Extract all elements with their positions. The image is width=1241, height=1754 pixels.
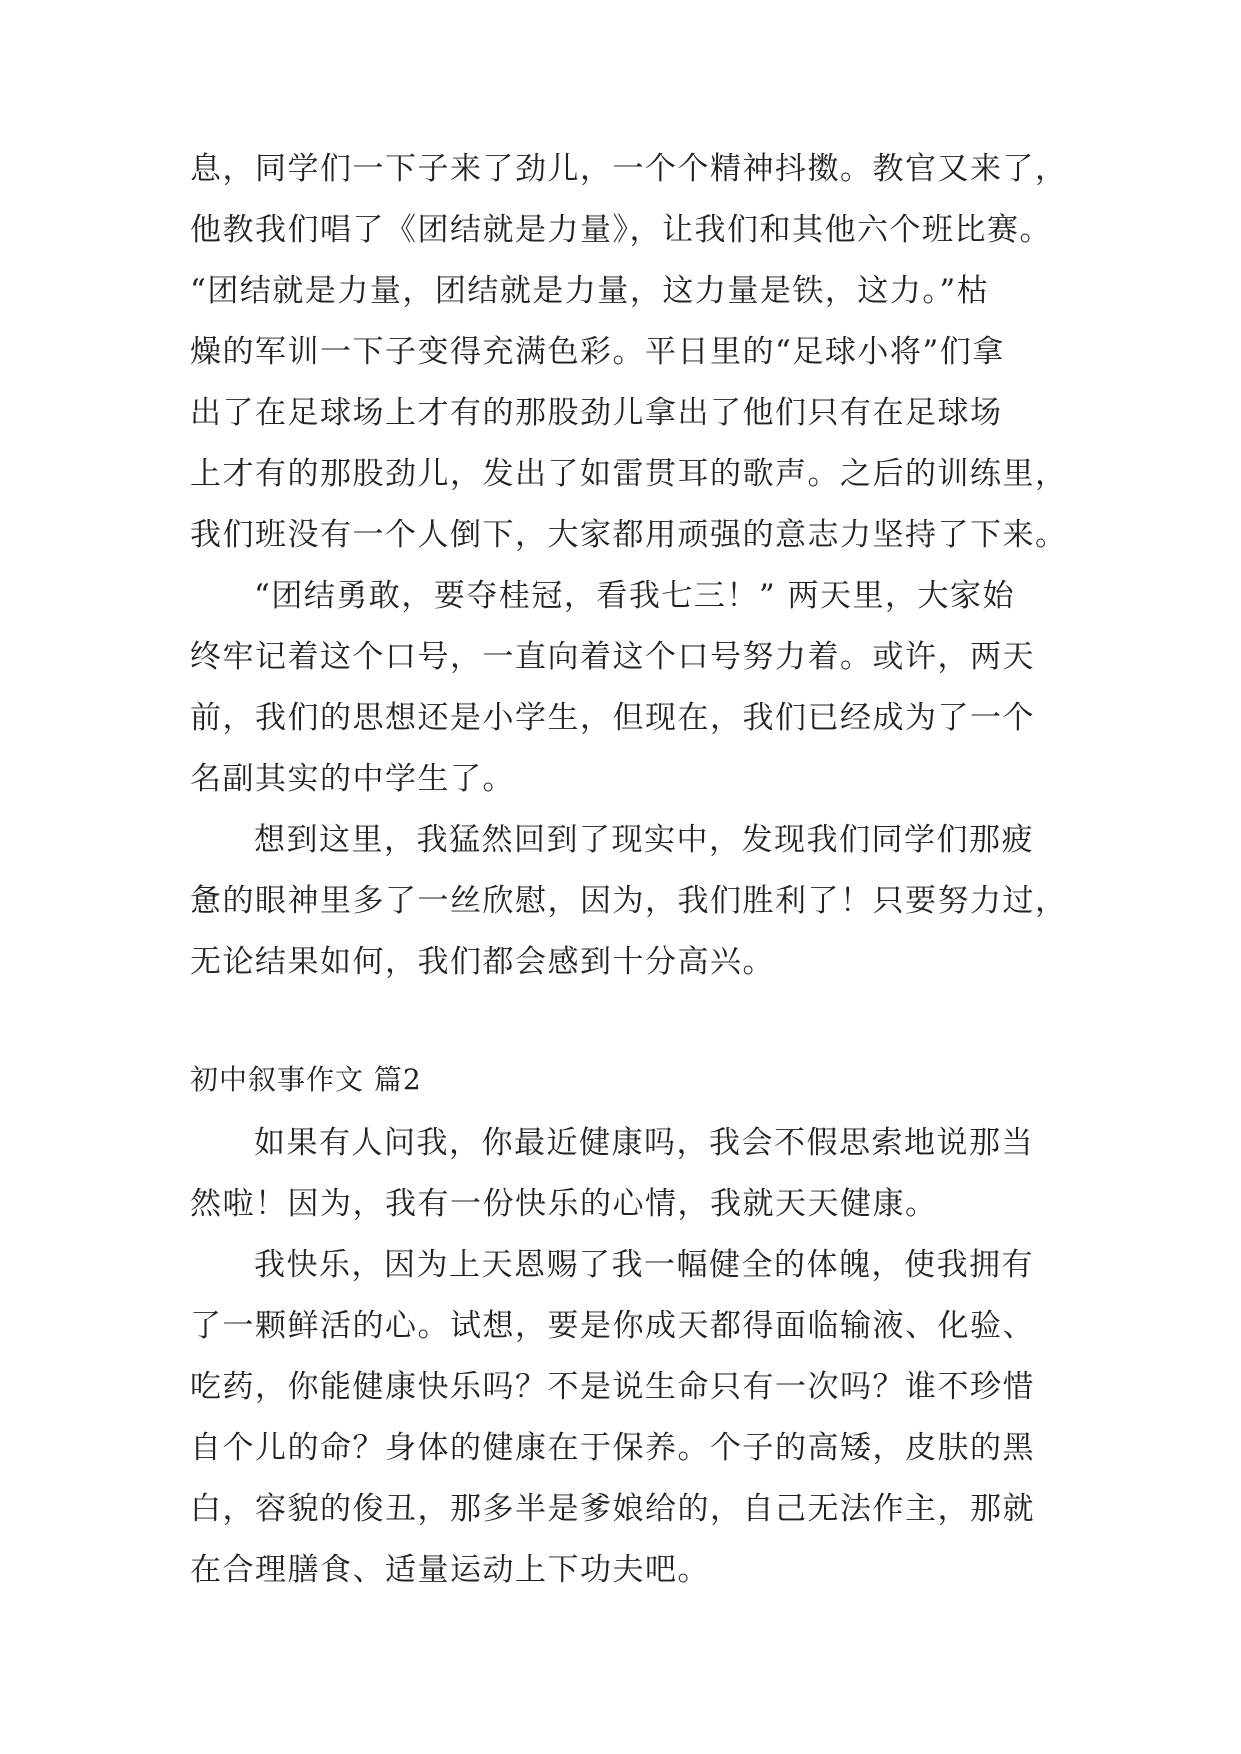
text-line: “团结勇敢，要夺桂冠，看我七三！” 两天里，大家始 — [254, 578, 1016, 614]
text-line: 息，同学们一下子来了劲儿，一个个精神抖擞。教官又来了， — [190, 151, 1068, 187]
text-line: 终牢记着这个口号，一直向着这个口号努力着。或许，两天 — [190, 639, 1035, 675]
text-line: 前，我们的思想还是小学生，但现在，我们已经成为了一个 — [190, 700, 1035, 736]
section-heading: 初中叙事作文 篇2 — [190, 1063, 422, 1096]
text-line: 想到这里，我猛然回到了现实中，发现我们同学们那疲 — [254, 822, 1034, 858]
text-line: 惫的眼神里多了一丝欣慰，因为，我们胜利了！只要努力过， — [190, 883, 1068, 919]
text-line: 自个儿的命？身体的健康在于保养。个子的高矮，皮肤的黑 — [190, 1430, 1035, 1466]
text-line: 在合理膳食、适量运动上下功夫吧。 — [190, 1552, 710, 1588]
text-line: 我快乐，因为上天恩赐了我一幅健全的体魄，使我拥有 — [254, 1247, 1034, 1283]
text-line: 燥的军训一下子变得充满色彩。平日里的“足球小将”们拿 — [190, 334, 1005, 370]
text-line: 名副其实的中学生了。 — [190, 761, 515, 797]
text-line: 我们班没有一个人倒下，大家都用顽强的意志力坚持了下来。 — [190, 517, 1068, 553]
text-line: 了一颗鲜活的心。试想，要是你成天都得面临输液、化验、 — [190, 1308, 1035, 1344]
text-line: 然啦！因为，我有一份快乐的心情，我就天天健康。 — [190, 1186, 938, 1222]
text-line: “团结就是力量，团结就是力量，这力量是铁，这力。”枯 — [190, 273, 990, 309]
text-line: 他教我们唱了《团结就是力量》，让我们和其他六个班比赛。 — [190, 212, 1052, 248]
text-line: 吃药，你能健康快乐吗？不是说生命只有一次吗？谁不珍惜 — [190, 1369, 1035, 1405]
text-line: 如果有人问我，你最近健康吗，我会不假思索地说那当 — [254, 1125, 1034, 1161]
text-line: 白，容貌的俊丑，那多半是爹娘给的，自己无法作主，那就 — [190, 1491, 1035, 1527]
text-line: 出了在足球场上才有的那股劲儿拿出了他们只有在足球场 — [190, 395, 1003, 431]
text-line: 上才有的那股劲儿，发出了如雷贯耳的歌声。之后的训练里， — [190, 456, 1068, 492]
text-line: 无论结果如何，我们都会感到十分高兴。 — [190, 944, 775, 980]
